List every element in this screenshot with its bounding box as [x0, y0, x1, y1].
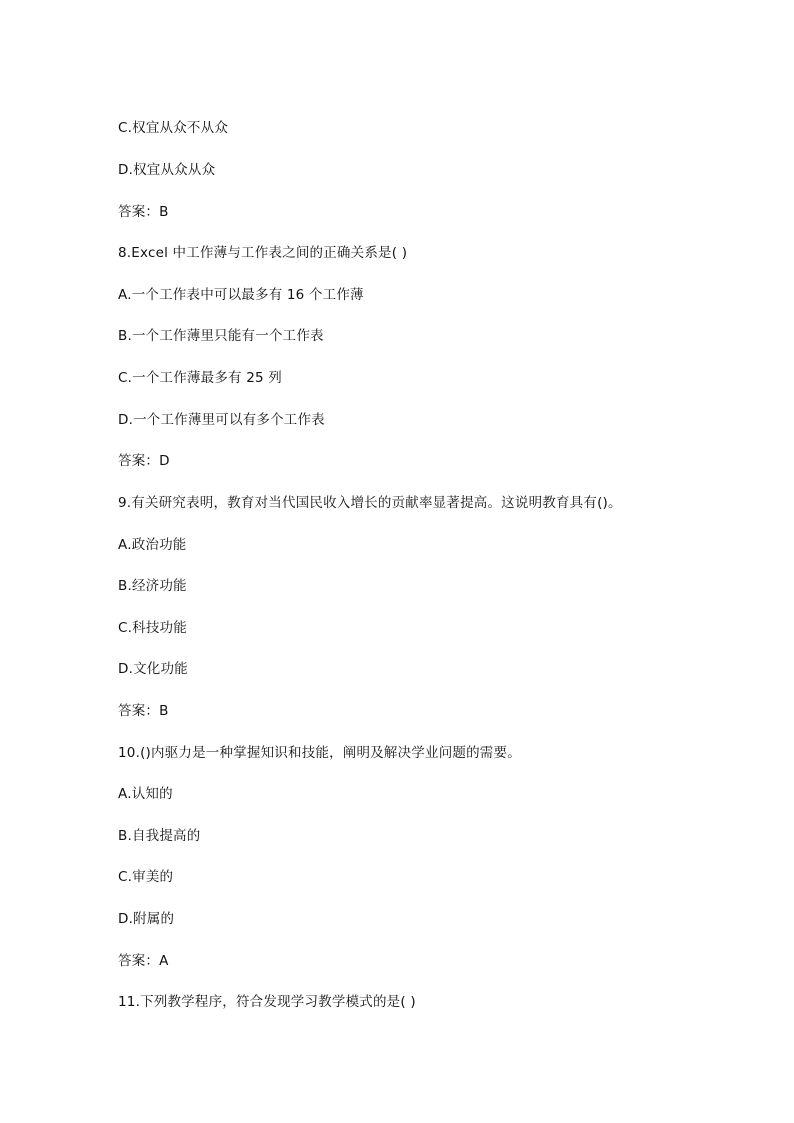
- question-8: 8.Excel 中工作薄与工作表之间的正确关系是( ): [118, 245, 408, 261]
- question-11: 11.下列教学程序，符合发现学习教学模式的是( ): [118, 994, 416, 1010]
- option-c-q7: C.权宜从众不从众: [118, 120, 229, 136]
- option-d-q7: D.权宜从众从众: [118, 162, 216, 178]
- option-a-q8: A.一个工作表中可以最多有 16 个工作薄: [118, 287, 364, 303]
- question-10: 10.()内驱力是一种掌握知识和技能，阐明及解决学业问题的需要。: [118, 745, 521, 761]
- option-c-q8: C.一个工作薄最多有 25 列: [118, 370, 282, 386]
- question-9: 9.有关研究表明，教育对当代国民收入增长的贡献率显著提高。这说明教育具有()。: [118, 495, 622, 511]
- option-c-q10: C.审美的: [118, 869, 174, 885]
- answer-q10: 答案：A: [118, 953, 169, 969]
- option-c-q9: C.科技功能: [118, 620, 187, 636]
- option-d-q9: D.文化功能: [118, 661, 188, 677]
- answer-q9: 答案：B: [118, 703, 169, 719]
- option-a-q10: A.认知的: [118, 786, 173, 802]
- option-b-q8: B.一个工作薄里只能有一个工作表: [118, 328, 324, 344]
- answer-q8: 答案：D: [118, 453, 170, 469]
- option-a-q9: A.政治功能: [118, 537, 187, 553]
- option-b-q10: B.自我提高的: [118, 828, 201, 844]
- option-b-q9: B.经济功能: [118, 578, 187, 594]
- option-d-q8: D.一个工作薄里可以有多个工作表: [118, 412, 325, 428]
- answer-q7: 答案：B: [118, 204, 169, 220]
- option-d-q10: D.附属的: [118, 911, 175, 927]
